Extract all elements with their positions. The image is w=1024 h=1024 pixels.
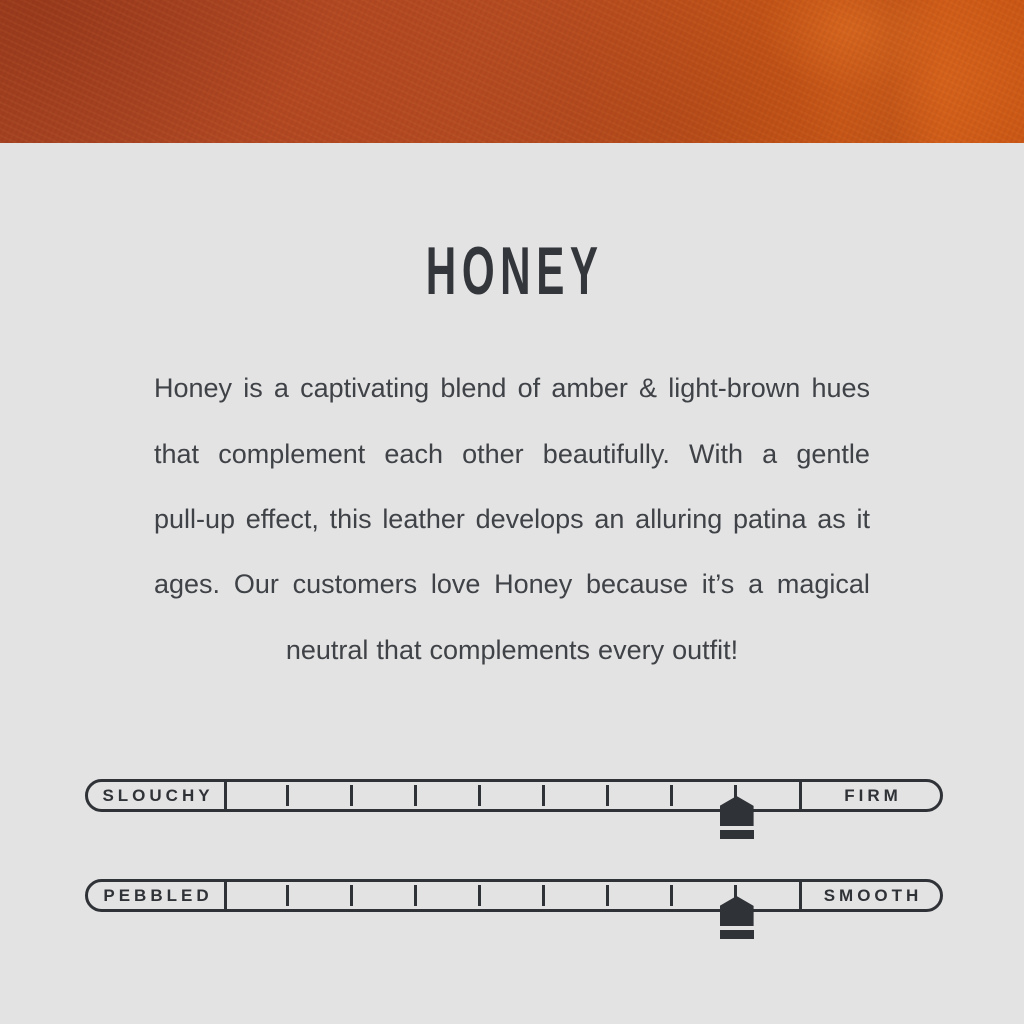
- firmness-scale-pill: [85, 779, 943, 812]
- color-name-title: HONEY: [425, 233, 604, 309]
- scale-tick: [606, 885, 609, 906]
- firmness-scale-marker: [720, 796, 754, 839]
- firmness-scale-track: [224, 782, 799, 809]
- scale-tick: [350, 785, 353, 806]
- description-line: that complement each other beautifully. With a gentle: [154, 438, 870, 469]
- texture-scale-min-label: PEBBLED: [103, 886, 213, 905]
- marker-base-bar: [720, 930, 754, 939]
- texture-scale: [0, 879, 1024, 943]
- scale-tick: [478, 785, 481, 806]
- scale-tick: [542, 885, 545, 906]
- firmness-scale-max-label: FIRM: [844, 786, 902, 805]
- scale-tick: [286, 885, 289, 906]
- title-row: [0, 233, 1024, 309]
- marker-pin-icon: [720, 896, 754, 926]
- firmness-scale-min-label: SLOUCHY: [102, 786, 214, 805]
- texture-scale-pill: [85, 879, 943, 912]
- description-line: ages. Our customers love Honey because it’s a magical: [154, 569, 870, 600]
- scale-tick: [542, 785, 545, 806]
- scale-tick: [606, 785, 609, 806]
- firmness-scale: [0, 779, 1024, 843]
- texture-scale-max-label: SMOOTH: [823, 886, 923, 905]
- description-line: pull-up effect, this leather develops an alluring patina as it: [154, 503, 870, 534]
- scale-tick: [478, 885, 481, 906]
- description-line: Honey is a captivating blend of amber & light-brown hues: [154, 373, 870, 404]
- scale-tick: [414, 885, 417, 906]
- marker-base-bar: [720, 830, 754, 839]
- texture-scale-track: [224, 882, 799, 909]
- color-description: [154, 356, 870, 683]
- scale-tick: [670, 785, 673, 806]
- description-line: neutral that complements every outfit!: [285, 634, 739, 665]
- texture-scale-marker: [720, 896, 754, 939]
- scale-tick: [286, 785, 289, 806]
- marker-pin-icon: [720, 796, 754, 826]
- scale-tick: [414, 785, 417, 806]
- scale-tick: [350, 885, 353, 906]
- leather-texture-swatch: [0, 0, 1024, 143]
- scale-tick: [670, 885, 673, 906]
